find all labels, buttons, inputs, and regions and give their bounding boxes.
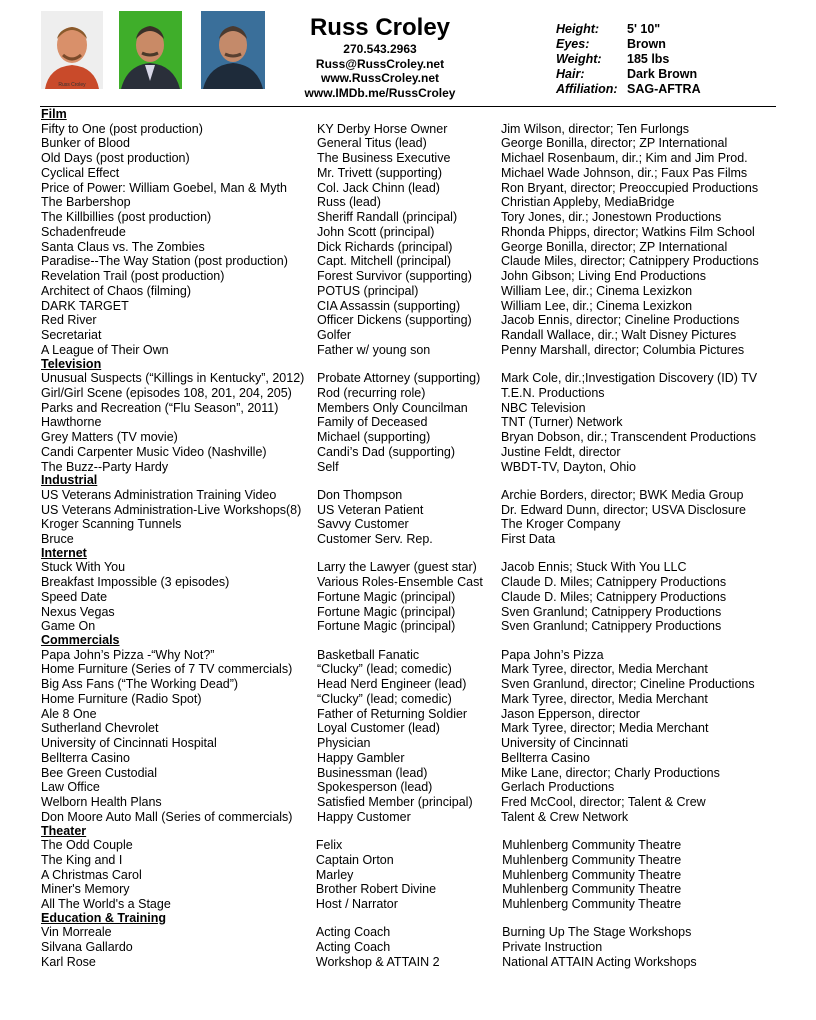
credit-title: US Veterans Administration-Live Workshops(8)	[41, 502, 302, 517]
credit-title: Grey Matters (TV movie)	[41, 430, 178, 444]
credit-row	[41, 445, 786, 460]
credit-company: The Kroger Company	[501, 517, 621, 532]
credit-company: Randall Wallace, dir.; Walt Disney Pictures	[501, 328, 737, 342]
credit-company: Bellterra Casino	[501, 750, 590, 765]
credit-company: Mike Lane, director; Charly Productions	[501, 765, 720, 780]
credit-title: Unusual Suspects (“Killings in Kentucky”, 2012)	[41, 371, 305, 385]
credit-title: Paradise--The Way Station (post production)	[41, 254, 288, 269]
credit-company: Michael Wade Johnson, dir.; Faux Pas Films	[501, 165, 748, 180]
credit-company: Bryan Dobson, dir.; Transcendent Productions	[501, 430, 757, 444]
credit-title: Cyclical Effect	[41, 165, 120, 180]
credit-title: Revelation Trail (post production)	[41, 269, 225, 283]
credit-role: Captain Orton	[315, 852, 394, 867]
credit-role: Host / Narrator	[315, 897, 398, 911]
credit-role: Customer Serv. Rep.	[317, 532, 433, 546]
credit-company: Ron Bryant, director; Preoccupied Productions	[501, 180, 759, 195]
credit-row	[41, 838, 786, 853]
credit-company: First Data	[501, 532, 556, 546]
credit-row	[41, 460, 786, 475]
headshot-image-2	[119, 11, 182, 89]
credit-role: Felix	[315, 838, 343, 852]
credit-company: Christian Appleby, MediaBridge	[501, 195, 675, 210]
credit-title: Bellterra Casino	[41, 750, 130, 765]
credit-role: Larry the Lawyer (guest star)	[317, 560, 477, 575]
credit-title: Old Days (post production)	[41, 151, 190, 165]
credit-title: Price of Power: William Goebel, Man & Myth	[41, 180, 287, 195]
stat-label: Height:	[556, 22, 600, 36]
credit-row	[41, 677, 786, 692]
credit-row	[41, 619, 786, 634]
credit-company: Burning Up The Stage Workshops	[502, 925, 692, 940]
credit-title: Bruce	[41, 532, 74, 546]
credit-company: Claude Miles, director; Catnippery Productions	[501, 254, 759, 269]
credit-row	[41, 401, 786, 416]
credit-role: Father of Returning Soldier	[317, 706, 468, 721]
stat-value: Dark Brown	[627, 67, 698, 81]
credit-title: Game On	[41, 619, 96, 634]
credit-company: National ATTAIN Acting Workshops	[502, 954, 697, 969]
credit-row	[41, 853, 786, 868]
credit-title: Bee Green Custodial	[41, 765, 158, 780]
credit-role: KY Derby Horse Owner	[317, 121, 448, 136]
stat-value: SAG-AFTRA	[627, 82, 701, 96]
credit-company: Muhlenberg Community Theatre	[502, 852, 682, 867]
credit-row	[41, 284, 786, 299]
credit-row	[41, 122, 786, 137]
credit-role: Satisfied Member (principal)	[317, 795, 473, 809]
credit-row	[41, 503, 786, 518]
credit-company: Dr. Edward Dunn, director; USVA Disclosure	[501, 502, 747, 517]
credit-role: Russ (lead)	[317, 195, 381, 210]
credit-company: Fred McCool, director; Talent & Crew	[501, 795, 706, 809]
credit-row	[41, 868, 786, 883]
credit-row	[41, 166, 786, 181]
credit-title: US Veterans Administration Training Video	[41, 487, 277, 502]
credit-title: Candi Carpenter Music Video (Nashville)	[41, 444, 267, 459]
credit-title: Big Ass Fans (“The Working Dead”)	[41, 677, 239, 691]
credit-role: Candi’s Dad (supporting)	[317, 444, 456, 459]
credit-title: Ale 8 One	[41, 706, 97, 721]
actor-name: Russ Croley	[309, 14, 451, 41]
credit-role: General Titus (lead)	[317, 136, 427, 151]
credit-role: Brother Robert Divine	[315, 882, 437, 897]
credit-row	[41, 415, 786, 430]
stat-label: Eyes:	[556, 37, 590, 51]
credit-title: Fifty to One (post production)	[41, 121, 203, 136]
credit-title: All The World's a Stage	[41, 897, 171, 911]
credit-company: Claude D. Miles; Catnippery Productions	[501, 589, 727, 604]
credit-company: Jason Epperson, director	[501, 706, 640, 721]
credit-row	[41, 430, 786, 445]
credit-company: Muhlenberg Community Theatre	[502, 838, 682, 852]
credit-title: Breakfast Impossible (3 episodes)	[41, 575, 230, 589]
credit-company: Muhlenberg Community Theatre	[502, 897, 682, 911]
credit-row	[41, 225, 786, 240]
credit-company: Jim Wilson, director; Ten Furlongs	[501, 121, 690, 136]
credit-role: The Business Executive	[317, 151, 451, 165]
headshot-photo-3	[201, 11, 265, 89]
credit-company: Talent & Crew Network	[501, 809, 629, 824]
credit-title: Kroger Scanning Tunnels	[41, 517, 182, 532]
credit-company: Muhlenberg Community Theatre	[502, 867, 682, 882]
stat-height	[556, 22, 701, 37]
credit-role: Spokesperson (lead)	[317, 780, 433, 795]
credit-row	[41, 343, 786, 358]
credit-title: Red River	[41, 313, 97, 328]
credit-title: University of Cincinnati Hospital	[41, 736, 217, 750]
credit-role: Marley	[315, 867, 354, 882]
credit-company: Jacob Ennis, director; Cineline Productions	[501, 313, 740, 328]
credit-title: Home Furniture (Series of 7 TV commercials)	[41, 662, 293, 677]
credit-row	[41, 299, 786, 314]
credit-role: Savvy Customer	[317, 517, 409, 532]
stat-weight	[556, 52, 701, 67]
stat-value: Brown	[627, 37, 666, 51]
credit-company: Mark Tyree, director, Media Merchant	[501, 691, 708, 706]
stat-label: Hair:	[556, 67, 585, 81]
credit-company: Mark Cole, dir.;Investigation Discovery (ID) TV	[501, 371, 758, 385]
section-heading: Education & Training	[41, 910, 167, 925]
credit-title: Santa Claus vs. The Zombies	[41, 239, 205, 254]
credit-company: George Bonilla, director; ZP International	[501, 136, 728, 151]
credit-title: DARK TARGET	[41, 298, 129, 313]
credit-title: Nexus Vegas	[41, 604, 115, 619]
credit-title: Vin Morreale	[41, 925, 112, 940]
credit-row	[41, 328, 786, 343]
credit-title: Welborn Health Plans	[41, 795, 162, 809]
headshot-image-1	[41, 11, 103, 89]
credit-title: Karl Rose	[41, 954, 96, 969]
credit-role: Self	[317, 459, 339, 474]
credit-row	[41, 897, 786, 912]
credit-role: Basketball Fanatic	[317, 647, 420, 662]
credit-role: Acting Coach	[315, 940, 391, 954]
credit-company: Claude D. Miles; Catnippery Productions	[501, 575, 727, 589]
credit-row	[41, 254, 786, 269]
credit-row	[41, 882, 786, 897]
credit-title: Hawthorne	[41, 415, 102, 430]
credit-company: William Lee, dir.; Cinema Lexizkon	[501, 283, 693, 298]
credit-role: Sheriff Randall (principal)	[317, 210, 458, 224]
credit-company: Papa John’s Pizza	[501, 647, 604, 662]
credit-company: Rhonda Phipps, director; Watkins Film School	[501, 224, 755, 239]
credit-role: Members Only Councilman	[317, 400, 468, 415]
credit-title: Law Office	[41, 780, 100, 795]
credit-role: Probate Attorney (supporting)	[317, 371, 481, 385]
stat-label: Affiliation:	[556, 82, 618, 96]
credit-title: Miner's Memory	[41, 882, 130, 897]
stat-value: 185 lbs	[627, 52, 670, 66]
credit-role: Forest Survivor (supporting)	[317, 269, 472, 283]
credit-company: William Lee, dir.; Cinema Lexizkon	[501, 298, 693, 313]
credit-row	[41, 488, 786, 503]
credit-row	[41, 240, 786, 255]
credit-title: Silvana Gallardo	[41, 940, 133, 954]
credit-row	[41, 605, 786, 620]
credit-role: US Veteran Patient	[317, 502, 424, 517]
credit-row	[41, 810, 786, 825]
credit-company: Justine Feldt, director	[501, 444, 621, 459]
credit-title: Schadenfreude	[41, 224, 126, 239]
section-heading: Commercials	[41, 633, 120, 647]
credit-role: Fortune Magic (principal)	[317, 619, 456, 634]
stat-value: 5' 10"	[627, 22, 661, 36]
credit-title: The Barbershop	[41, 195, 131, 210]
credit-role: POTUS (principal)	[317, 283, 419, 298]
physical-stats	[556, 22, 701, 97]
credit-row	[41, 151, 786, 166]
credit-company: George Bonilla, director; ZP International	[501, 239, 728, 254]
credit-row	[41, 517, 786, 532]
credit-row	[41, 313, 786, 328]
credit-row	[41, 269, 786, 284]
credit-role: Loyal Customer (lead)	[317, 721, 440, 736]
credit-title: The King and I	[41, 852, 123, 867]
credit-company: Archie Borders, director; BWK Media Group	[501, 487, 744, 502]
phone-number: 270.543.2963	[343, 42, 417, 56]
credit-title: Sutherland Chevrolet	[41, 721, 159, 736]
section-heading: Film	[41, 107, 67, 121]
credit-company: Mark Tyree, director; Media Merchant	[501, 721, 709, 736]
credit-row	[41, 210, 786, 225]
credit-company: Michael Rosenbaum, dir.; Kim and Jim Prod.	[501, 151, 748, 165]
credit-role: Dick Richards (principal)	[317, 239, 453, 254]
credit-role: Workshop & ATTAIN 2	[315, 954, 440, 969]
credit-role: Col. Jack Chinn (lead)	[317, 180, 440, 195]
credit-title: A Christmas Carol	[41, 867, 142, 882]
credit-title: Girl/Girl Scene (episodes 108, 201, 204, 205)	[41, 385, 292, 400]
credit-role: Fortune Magic (principal)	[317, 604, 456, 619]
credit-role: Head Nerd Engineer (lead)	[317, 677, 467, 691]
credit-company: Gerlach Productions	[501, 780, 615, 795]
credit-row	[41, 181, 786, 196]
credit-row	[41, 955, 786, 970]
section-heading: Industrial	[41, 473, 98, 488]
credit-company: WBDT-TV, Dayton, Ohio	[501, 459, 636, 474]
credit-role: Capt. Mitchell (principal)	[317, 254, 452, 269]
credit-role: “Clucky” (lead; comedic)	[317, 691, 452, 706]
credit-title: Secretariat	[41, 328, 102, 342]
credit-row	[41, 751, 786, 766]
credit-company: Jacob Ennis; Stuck With You LLC	[501, 560, 687, 575]
credit-row	[41, 532, 786, 547]
credit-row	[41, 371, 786, 386]
stat-eyes	[556, 37, 701, 52]
credit-row	[41, 925, 786, 940]
credit-title: The Buzz--Party Hardy	[41, 459, 169, 474]
credit-row	[41, 795, 786, 810]
credit-role: Happy Gambler	[317, 750, 405, 765]
credit-company: Sven Granlund; Catnippery Productions	[501, 604, 722, 619]
stat-hair	[556, 67, 701, 82]
credit-title: Architect of Chaos (filming)	[41, 283, 192, 298]
credit-company: Tory Jones, dir.; Jonestown Productions	[501, 210, 722, 224]
credit-title: Speed Date	[41, 589, 108, 604]
credit-role: Physician	[317, 736, 371, 750]
credit-company: University of Cincinnati	[501, 736, 629, 750]
credit-company: TNT (Turner) Network	[501, 415, 623, 430]
credit-row	[41, 721, 786, 736]
credit-row	[41, 736, 786, 751]
credit-company: Sven Granlund, director; Cineline Productions	[501, 677, 755, 691]
credit-row	[41, 575, 786, 590]
header-divider	[40, 106, 776, 107]
credit-row	[41, 766, 786, 781]
credit-role: Mr. Trivett (supporting)	[317, 165, 443, 180]
credit-role: Businessman (lead)	[317, 765, 428, 780]
credit-role: Acting Coach	[315, 925, 391, 940]
section-heading: Television	[41, 356, 102, 371]
credit-role: Father w/ young son	[317, 342, 431, 357]
credit-company: Private Instruction	[502, 940, 603, 954]
credit-row	[41, 692, 786, 707]
credit-title: The Killbillies (post production)	[41, 210, 212, 224]
credit-role: Family of Deceased	[317, 415, 428, 430]
credit-row	[41, 648, 786, 663]
credit-title: Home Furniture (Radio Spot)	[41, 691, 202, 706]
credit-role: Golfer	[317, 328, 352, 342]
credit-company: Mark Tyree, director, Media Merchant	[501, 662, 708, 677]
credit-row	[41, 386, 786, 401]
credit-company: T.E.N. Productions	[501, 385, 605, 400]
stat-label: Weight:	[556, 52, 602, 66]
stat-affiliation	[556, 82, 701, 97]
credit-role: Rod (recurring role)	[317, 385, 426, 400]
credit-row	[41, 195, 786, 210]
credit-title: Papa John’s Pizza -“Why Not?”	[41, 647, 215, 662]
headshot-image-3	[201, 11, 265, 89]
credit-role: Happy Customer	[317, 809, 411, 824]
credit-title: Parks and Recreation (“Flu Season”, 2011)	[41, 400, 279, 415]
imdb-url: www.IMDb.me/RussCroley	[304, 85, 456, 100]
credit-role: Don Thompson	[317, 487, 403, 502]
credits-list	[41, 108, 786, 970]
headshot-photo-1	[41, 11, 103, 89]
credit-row	[41, 136, 786, 151]
headshot-photo-2	[119, 11, 182, 89]
section-heading: Theater	[41, 823, 87, 838]
section-heading: Internet	[41, 545, 87, 560]
credit-title: Don Moore Auto Mall (Series of commercials)	[41, 809, 293, 824]
credit-role: Fortune Magic (principal)	[317, 589, 456, 604]
credit-title: Bunker of Blood	[41, 136, 130, 151]
credit-company: NBC Television	[501, 400, 586, 415]
credit-company: John Gibson; Living End Productions	[501, 269, 706, 283]
credit-row	[41, 780, 786, 795]
credit-row	[41, 590, 786, 605]
website-url: www.RussCroley.net	[320, 71, 440, 85]
credit-company: Sven Granlund; Catnippery Productions	[501, 619, 722, 634]
credit-company: Muhlenberg Community Theatre	[502, 882, 682, 897]
credit-title: The Odd Couple	[41, 838, 133, 852]
credit-role: Various Roles-Ensemble Cast	[317, 575, 483, 589]
credit-role: “Clucky” (lead; comedic)	[317, 662, 452, 677]
email-address: Russ@RussCroley.net	[315, 56, 445, 71]
credit-row	[41, 662, 786, 677]
credit-row	[41, 560, 786, 575]
credit-role: John Scott (principal)	[317, 224, 435, 239]
credit-role: Michael (supporting)	[317, 430, 431, 444]
contact-block	[270, 42, 490, 100]
credit-company: Penny Marshall, director; Columbia Pictures	[501, 342, 745, 357]
credit-row	[41, 707, 786, 722]
headshot-caption: Russ Croley	[58, 82, 86, 88]
credit-title: Stuck With You	[41, 560, 126, 575]
credit-role: CIA Assassin (supporting)	[317, 298, 461, 313]
credit-title: A League of Their Own	[41, 342, 169, 357]
credit-role: Officer Dickens (supporting)	[317, 313, 472, 328]
credit-row	[41, 940, 786, 955]
